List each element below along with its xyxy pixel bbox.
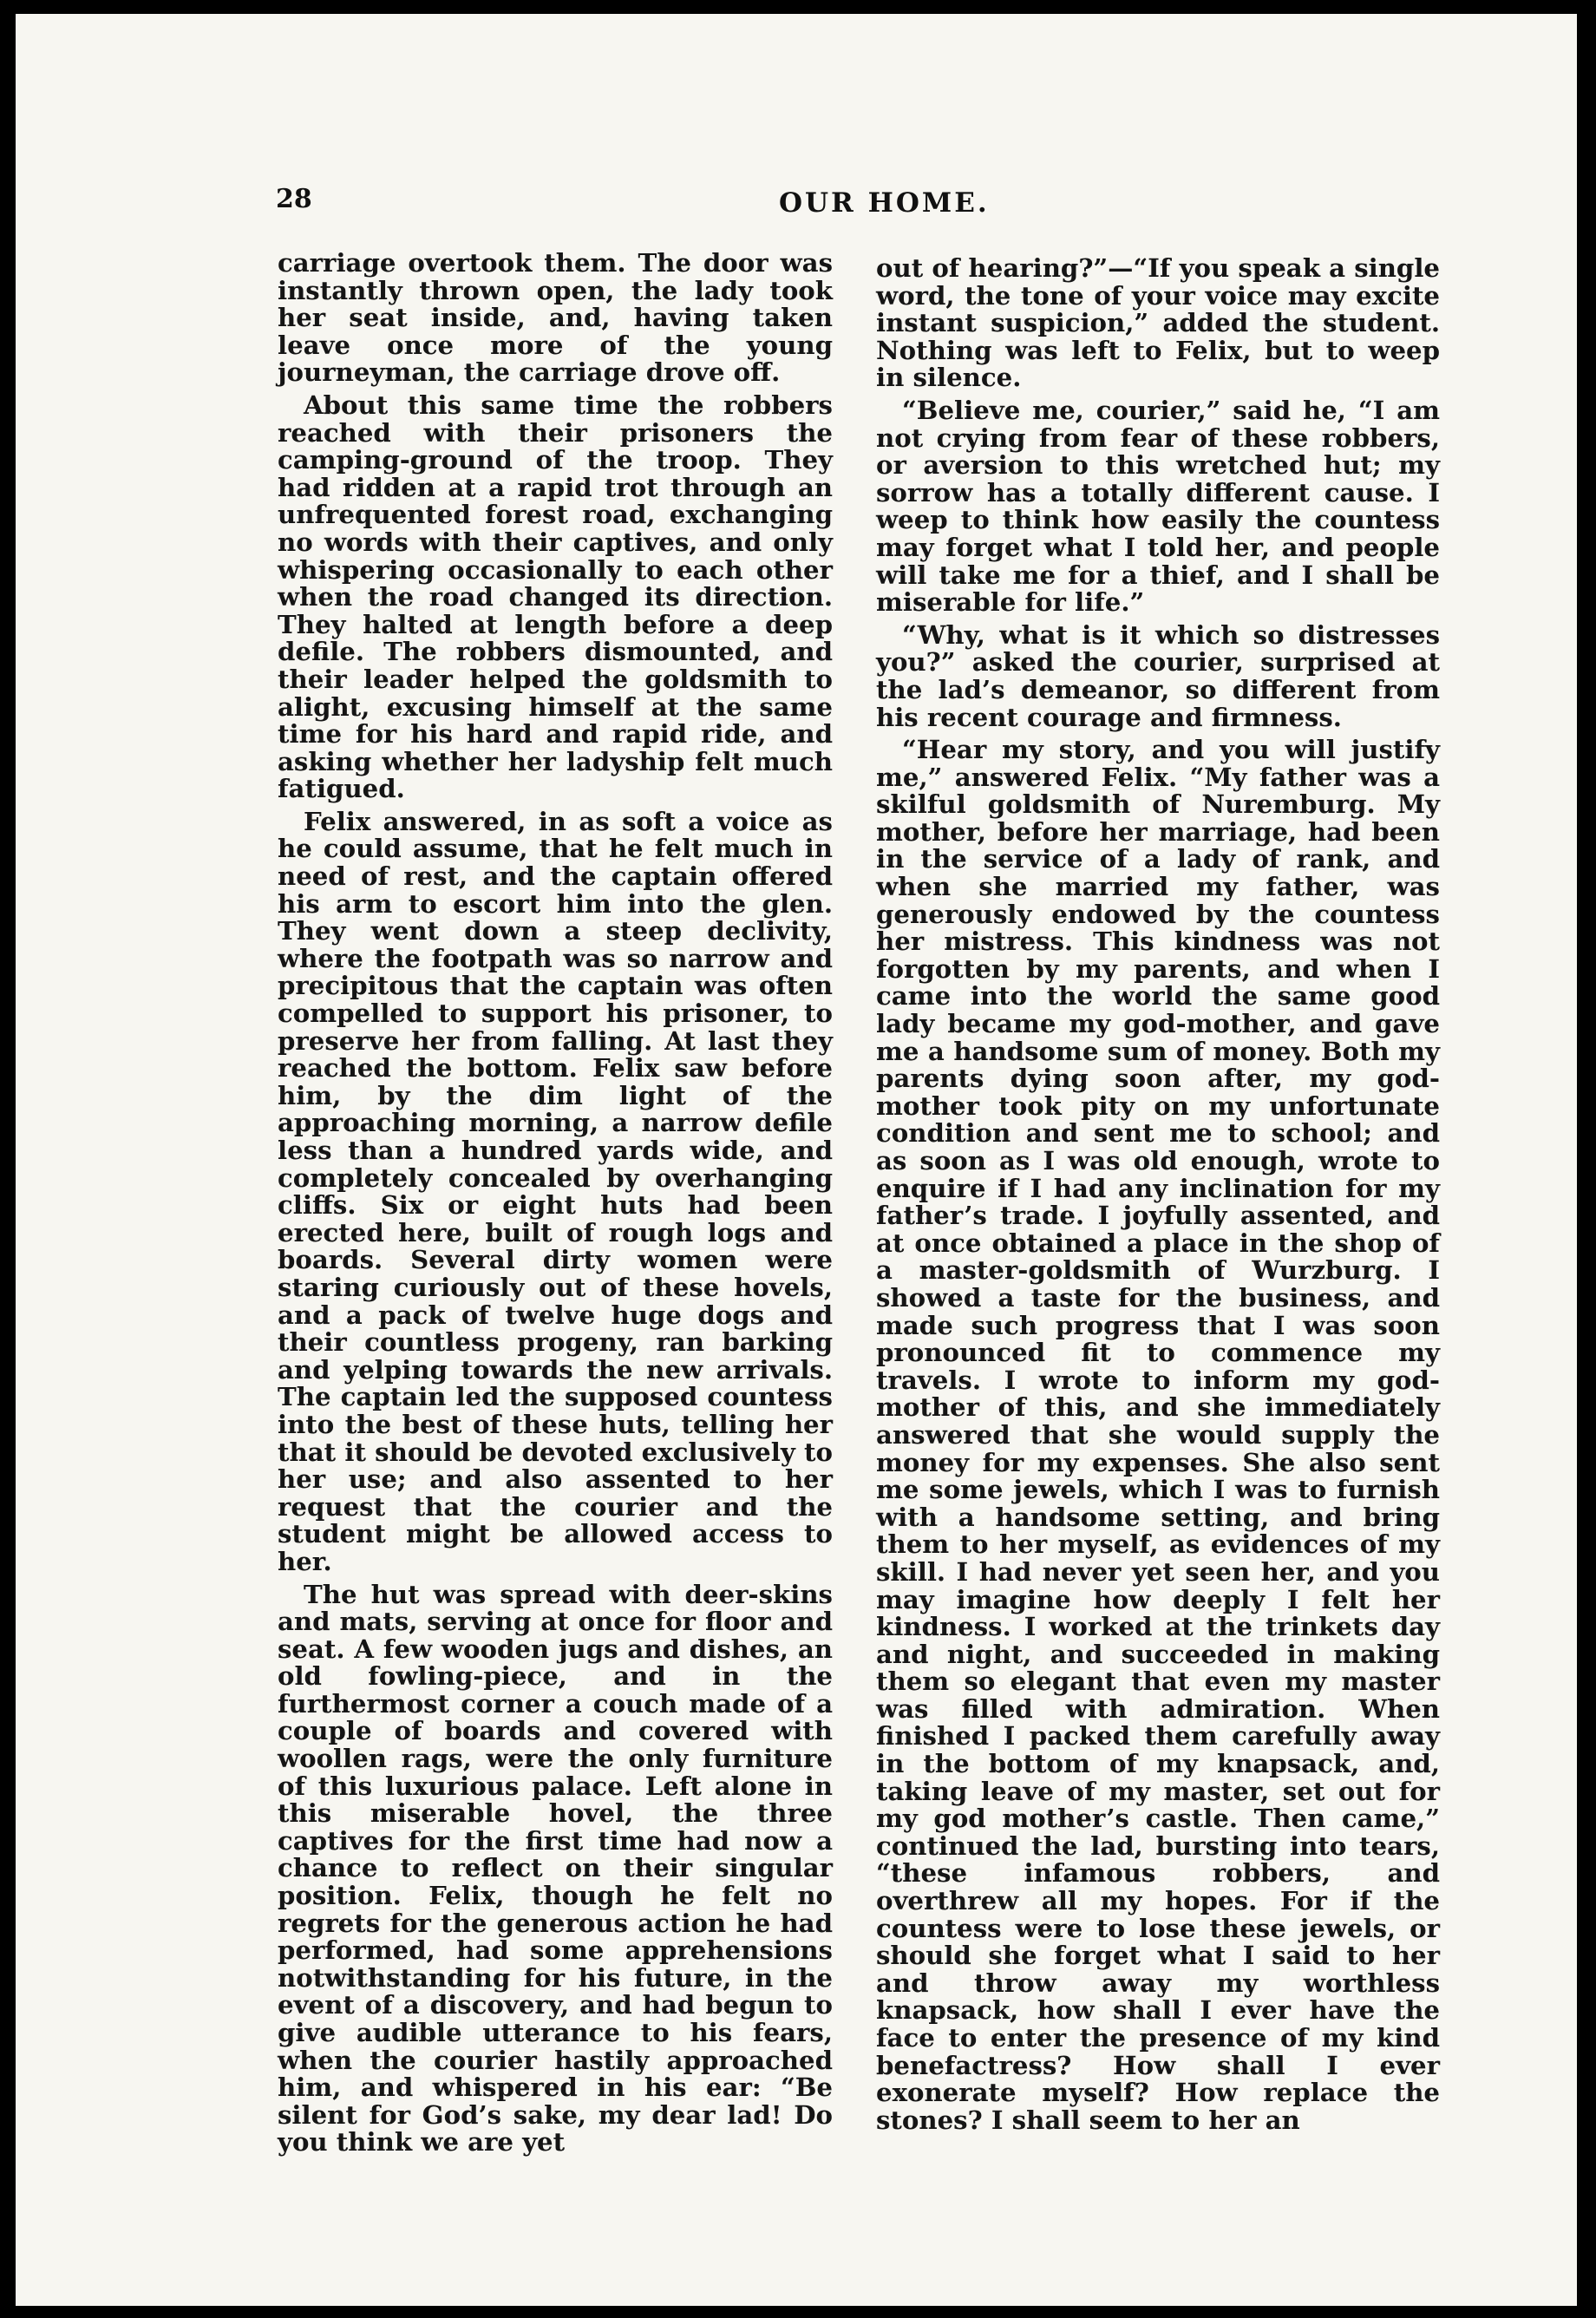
book-page: [16, 14, 1577, 2306]
paragraph: About this same time the robbers reached with their prisoners the camping-ground of the troop. They had ridden at a rapid trot through an unfrequented forest road, exchanging no words with their captives, and only whispering occasionally to each other when the road changed its direction. They halted at length before a deep defile. The robbers dismounted, and their leader helped the goldsmith to alight, excusing himself at the same time for his hard and rapid ride, and asking whether her ladyship felt much fatigued.: [278, 390, 833, 804]
paragraph: out of hearing?”—“If you speak a single word, the tone of your voice may excite instant suspicion,” added the student. Nothing was left to Felix, but to weep in silence.: [876, 253, 1440, 393]
paragraph: carriage overtook them. The door was instantly thrown open, the lady took her seat inside, and, having taken leave once more of the young journeyman, the carriage drove off.: [278, 248, 833, 388]
paragraph: The hut was spread with deer-skins and mats, serving at once for floor and seat. A few wooden jugs and dishes, an old fowling-piece, and in the furthermost corner a couch made of a couple of boards and covered with woollen rags, were the only furniture of this luxurious palace. Left alone in this miserable hovel, the three captives for the first time had now a chance to reflect on their singular position. Felix, though he felt no regrets for the generous action he had performed, had some apprehensions notwithstanding for his future, in the event of a discovery, and had begun to give audible utterance to his fears, when the courier hastily approached him, and whispered in his ear: “Be silent for God’s sake, my dear lad! Do you think we are yet: [278, 1579, 833, 2158]
paragraph: “Believe me, courier,” said he, “I am not crying from fear of these robbers, or aversion to this wretched hut; my sorrow has a totally different cause. I weep to think how easily the countess may forget what I told her, and people will take me for a thief, and I shall be miserable for life.”: [876, 395, 1440, 618]
running-title: OUR HOME.: [779, 187, 990, 219]
left-column: [278, 250, 833, 2157]
paragraph: “Hear my story, and you will justify me,” answered Felix. “My father was a skilful goldsmith of Nuremburg. My mother, before her marriage, had been in the service of a lady of rank, and when she married my father, was generously endowed by the countess her mistress. This kindness was not forgotten by my parents, and when I came into the world the same good lady became my god-mother, and gave me a handsome sum of money. Both my parents dying soon after, my god-mother took pity on my unfortunate condition and sent me to school; and as soon as I was old enough, wrote to enquire if I had any inclination for my father’s trade. I joyfully assented, and at once obtained a place in the shop of a master-goldsmith of Wurzburg. I showed a taste for the business, and made such progress that I was soon pronounced fit to commence my travels. I wrote to inform my god-mother of this, and she immediately answered that she would supply the money for my expenses. She also sent me some jewels, which I was to furnish with a handsome setting, and bring them to her myself, as evidences of my skill. I had never yet seen her, and you may imagine how deeply I felt her kindness. I worked at the trinkets day and night, and succeeded in making them so elegant that even my master was filled with admiration. When finished I packed them carefully away in the bottom of my knapsack, and, taking leave of my master, set out for my god mother’s castle. Then came,” continued the lad, bursting into tears, “these infamous robbers, and overthrew all my hopes. For if the countess were to lose these jewels, or should she forget what I said to her and throw away my worthless knapsack, how shall I ever have the face to enter the presence of my kind benefactress? How shall I ever exonerate myself? How replace the stones? I shall seem to her an: [876, 735, 1440, 2135]
paragraph: “Why, what is it which so distresses you?” asked the courier, surprised at the lad’s demeanor, so different from his recent courage and firmness.: [876, 619, 1440, 732]
page-number: 28: [276, 184, 312, 214]
paragraph: Felix answered, in as soft a voice as he could assume, that he felt much in need of rest, and the captain offered his arm to escort him into the glen. They went down a steep declivity, where the footpath was so narrow and precipitous that the captain was often compelled to support his prisoner, to preserve her from falling. At last they reached the bottom. Felix saw before him, by the dim light of the approaching morning, a narrow defile less than a hundred yards wide, and completely concealed by overhanging cliffs. Six or eight huts had been erected here, built of rough logs and boards. Several dirty women were staring curiously out of these hovels, and a pack of twelve huge dogs and their countless progeny, ran barking and yelping towards the new arrivals. The captain led the supposed countess into the best of these huts, telling her that it should be devoted exclusively to her use; and also assented to her request that the courier and the student might be allowed access to her.: [278, 806, 833, 1576]
right-column: [876, 255, 1440, 2134]
